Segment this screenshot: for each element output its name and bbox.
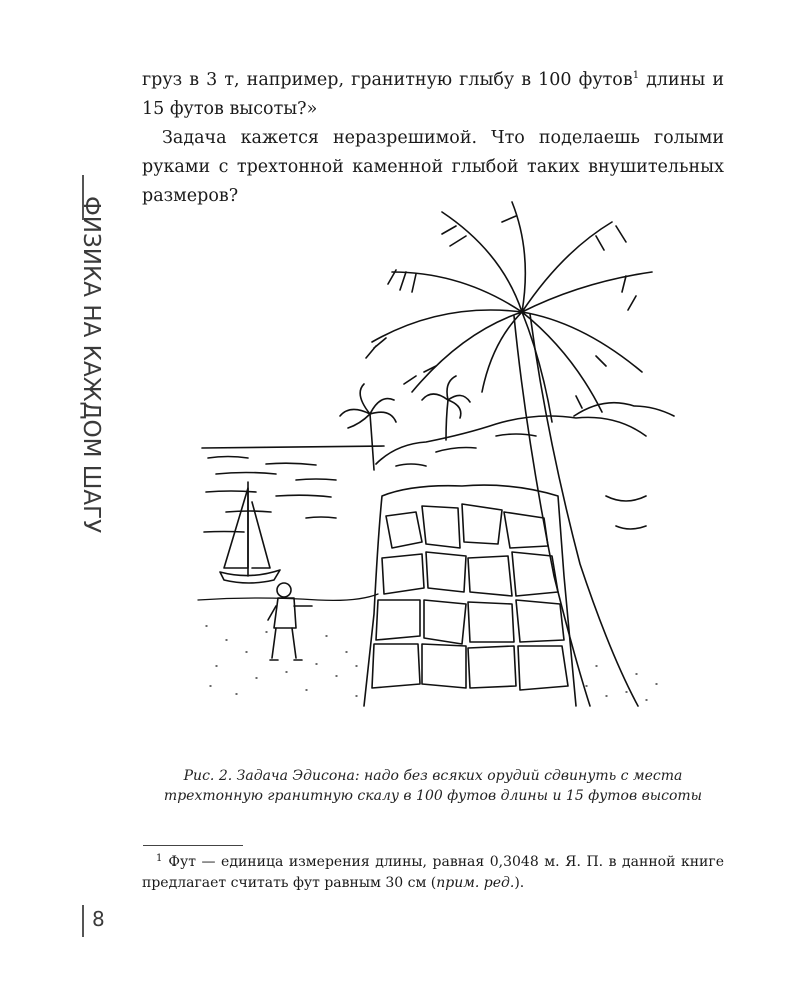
footnote-italic: прим. ред. (436, 875, 515, 891)
man-figure (268, 583, 312, 660)
granite-rock (364, 485, 576, 706)
palm-small-2 (422, 376, 470, 440)
palm-fronds (366, 202, 652, 422)
paragraph-2: Задача кажется неразрешимой. Что поделаешь голыми руками с трехтонной каменной глыбой таких внушительных размеров? (142, 128, 724, 206)
palm-small-1 (340, 384, 396, 470)
sailboat (220, 482, 280, 583)
footnote-rule (143, 845, 243, 846)
footnote (142, 852, 724, 894)
page-number-rule (82, 905, 84, 937)
footnote-mark: 1 (156, 853, 163, 864)
footnote-text-end: ). (514, 875, 525, 891)
paragraph-1-tail: длины и 15 футов высоты?» (142, 70, 725, 119)
body-text (142, 66, 724, 211)
paragraph-1 (142, 66, 724, 124)
page-number: 8 (92, 907, 105, 931)
figure-caption: Рис. 2. Задача Эдисона: надо без всяких орудий сдвинуть с места трехтонную гранитную скалу в 100 футов длины и 15 футов высоты (163, 768, 703, 804)
footnote-ref[interactable]: 1 (632, 70, 640, 81)
sea-lines (202, 446, 384, 532)
running-title: ФИЗИКА НА КАЖДОМ ШАГУ (78, 196, 104, 534)
palm-trunk (514, 314, 638, 706)
paragraph-1-text: груз в 3 т, например, гранитную глыбу в 100 футов (142, 70, 633, 90)
figure-illustration (196, 196, 676, 708)
right-hill (574, 403, 674, 529)
footnote-text: Фут — единица измерения длины, равная 0,3048 м. Я. П. в данной книге предлагает считать фут равным 30 см ( (142, 854, 724, 891)
hill (376, 416, 646, 466)
